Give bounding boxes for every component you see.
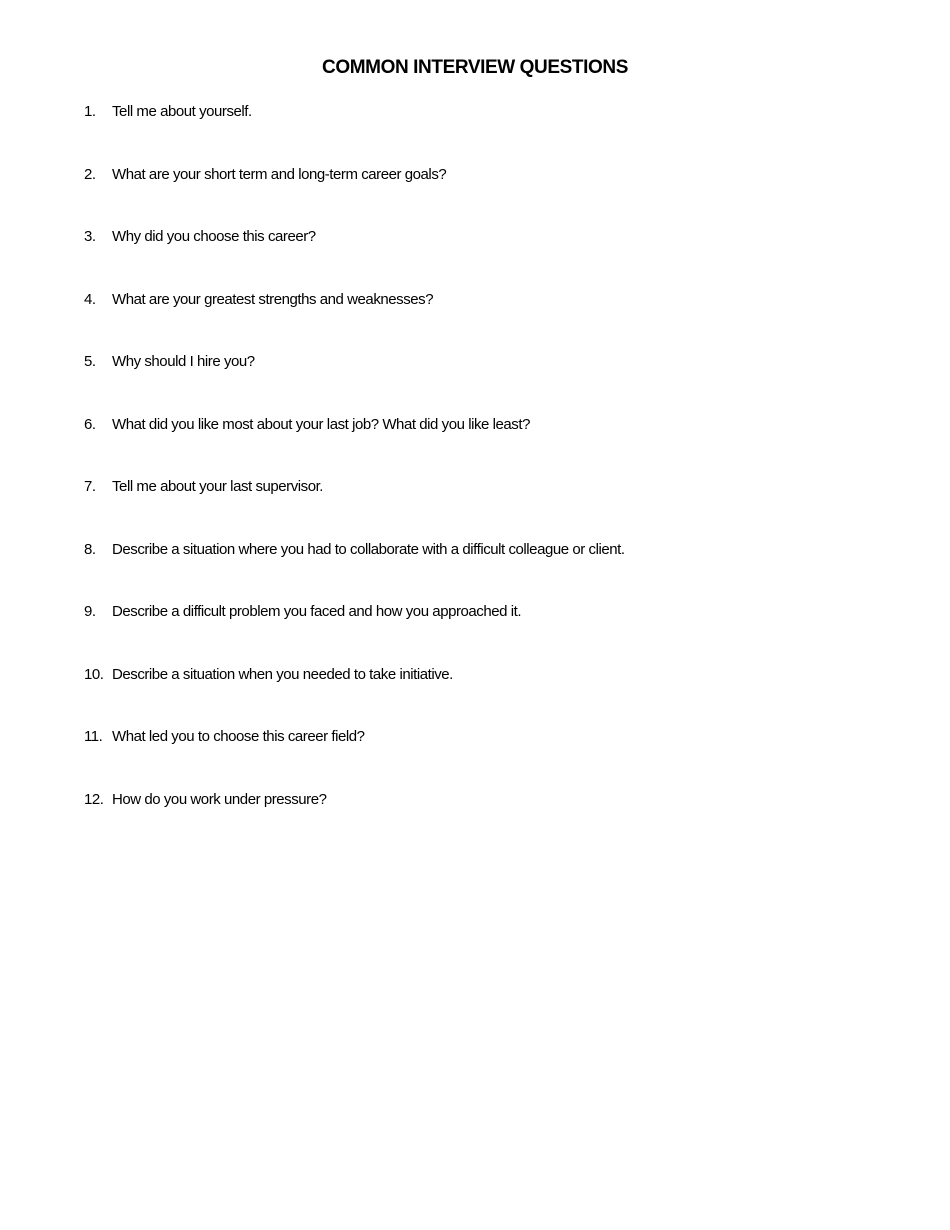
item-text: Tell me about yourself. (112, 103, 252, 120)
item-number: 1. (84, 103, 96, 120)
item-text: Why should I hire you? (112, 353, 255, 370)
item-text: Tell me about your last supervisor. (112, 478, 324, 495)
item-number: 10. (84, 665, 104, 683)
item-number: 7. (84, 478, 96, 495)
item-number: 6. (84, 415, 96, 433)
item-number: 2. (84, 165, 96, 183)
item-text: What led you to choose this career field? (112, 728, 365, 745)
item-text: Describe a difficult problem you faced and how you approached it. (112, 603, 522, 620)
item-number: 11. (84, 728, 103, 745)
item-text: What did you like most about your last job? What did you like least? (112, 415, 530, 433)
item-number: 8. (84, 540, 96, 558)
item-number: 4. (84, 290, 96, 308)
item-number: 3. (84, 228, 96, 245)
item-text: Describe a situation when you needed to take initiative. (112, 665, 453, 683)
item-text: Describe a situation where you had to collaborate with a difficult colleague or client. (112, 540, 625, 558)
item-text: How do you work under pressure? (112, 790, 327, 808)
item-text: Why did you choose this career? (112, 228, 316, 245)
item-number: 5. (84, 353, 96, 370)
page-title: COMMON INTERVIEW QUESTIONS (322, 57, 628, 78)
item-number: 9. (84, 603, 96, 620)
item-number: 12. (84, 790, 104, 808)
item-text: What are your greatest strengths and weaknesses? (112, 290, 434, 308)
item-text: What are your short term and long-term career goals? (112, 165, 447, 183)
